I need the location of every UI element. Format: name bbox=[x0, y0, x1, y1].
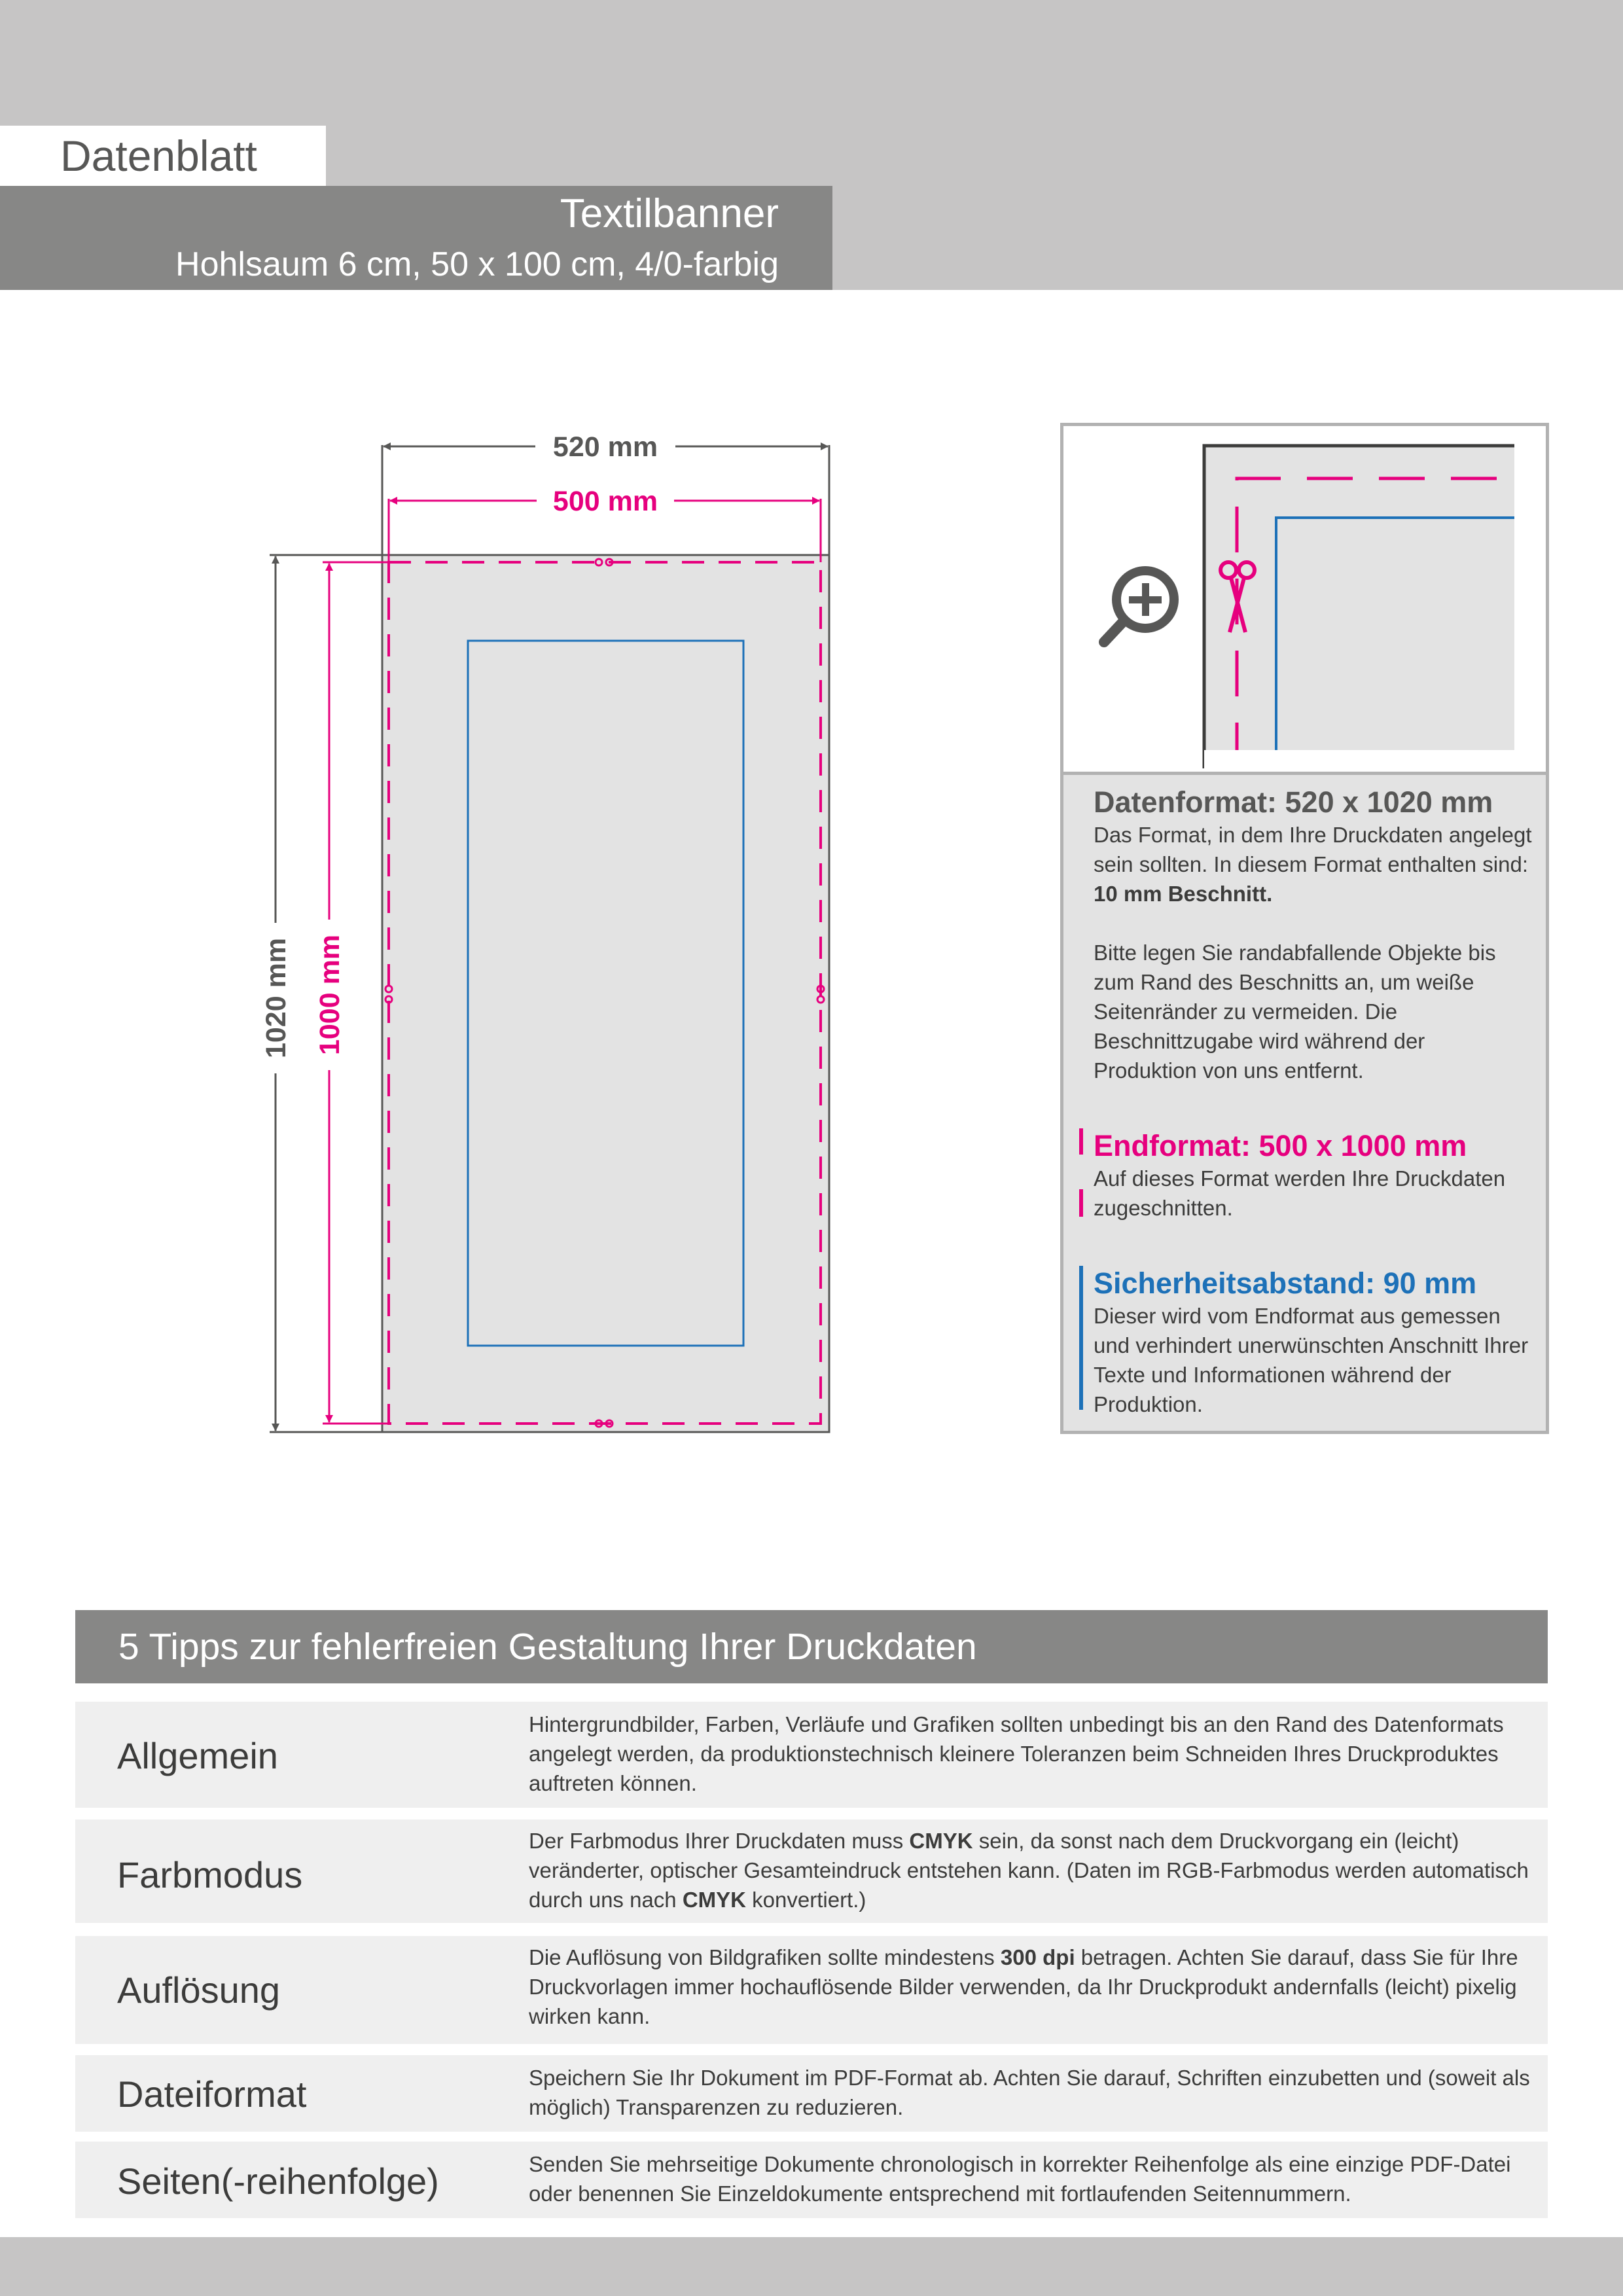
tip-text: Speichern Sie Ihr Dokument im PDF-Format ab. Achten Sie darauf, Schriften einzubetten und (soweit als möglich) Transparenzen zu reduzieren. bbox=[529, 2066, 1530, 2119]
tips-header: 5 Tipps zur fehlerfreien Gestaltung Ihrer Druckdaten bbox=[75, 1610, 1548, 1683]
tip-label: Farbmodus bbox=[117, 1854, 303, 1895]
zoom-in-icon bbox=[1104, 571, 1174, 642]
tip-label: Dateiformat bbox=[117, 2073, 307, 2115]
data-format-title: Datenformat: 520 x 1020 mm bbox=[1094, 785, 1493, 819]
doc-label: Datenblatt bbox=[0, 126, 326, 186]
bleed-text: Bitte legen Sie randabfallende Objekte bis zum Rand des Beschnitts an, um weiße Seitenränder zu vermeiden. Die Beschnittzugabe wird während der Produktion von uns entfernt. bbox=[1094, 941, 1496, 1083]
zoom-detail bbox=[1063, 426, 1546, 772]
tip-label: Seiten(-reihenfolge) bbox=[117, 2161, 439, 2202]
info-panel bbox=[1060, 423, 1549, 1434]
tip-text: Hintergrundbilder, Farben, Verläufe und Grafiken sollten unbedingt bis an den Rand des Datenformats angelegt werden, da produktionstechnisch kleinere Toleranzen beim Schneiden Ihres Druckproduktes auftreten können. bbox=[529, 1712, 1504, 1795]
final-format-title: Endformat: 500 x 1000 mm bbox=[1094, 1129, 1467, 1162]
tip-label: Auflösung bbox=[117, 1969, 281, 2011]
final-format-marker-2 bbox=[1079, 1189, 1083, 1217]
data-format-rect bbox=[382, 555, 829, 1432]
tip-row-seiten bbox=[75, 2142, 1548, 2218]
tip-row-dateiformat bbox=[75, 2055, 1548, 2132]
tip-text: Der Farbmodus Ihrer Druckdaten muss CMYK sein, da sonst nach dem Druckvorgang ein (leicht) veränderter, optischer Gesamteindruck entstehen kann. (Daten im RGB-Farbmodus werden automatisch durch uns nach CMYK konvertiert.) bbox=[529, 1829, 1529, 1912]
tip-text: Die Auflösung von Bildgrafiken sollte mindestens 300 dpi betragen. Achten Sie darauf, dass Sie für Ihre Druckvorlagen immer hochauflösende Bilder verwenden, da Ihr Druckprodukt andernfalls (leicht) pixelig wirken kann. bbox=[529, 1945, 1518, 2028]
data-format-text: Das Format, in dem Ihre Druckdaten angelegt sein sollten. In diesem Format enthalten sind: 10 mm Beschnitt. bbox=[1094, 823, 1532, 906]
safety-marker bbox=[1079, 1266, 1083, 1410]
tip-text: Senden Sie mehrseitige Dokumente chronologisch in korrekter Reihenfolge als eine einzige PDF-Datei oder benennen Sie Einzeldokumente entsprechend mit fortlaufenden Seitennummern. bbox=[529, 2152, 1511, 2206]
tip-row-allgemein bbox=[75, 1702, 1548, 1808]
format-info bbox=[1063, 772, 1546, 1431]
tip-row-farbmodus bbox=[75, 1820, 1548, 1923]
footer-band bbox=[0, 2237, 1623, 2296]
tip-row-aufloesung bbox=[75, 1936, 1548, 2044]
safety-title: Sicherheitsabstand: 90 mm bbox=[1094, 1266, 1477, 1300]
width-final-label: 500 mm bbox=[552, 486, 658, 517]
corner-detail bbox=[1063, 426, 1546, 768]
safety-block bbox=[1094, 1266, 1532, 1419]
height-final-label: 1000 mm bbox=[314, 934, 346, 1056]
product-title: Textilbanner bbox=[560, 191, 779, 236]
height-data-label: 1020 mm bbox=[260, 937, 292, 1059]
final-format-marker bbox=[1079, 1128, 1083, 1155]
width-data-label: 520 mm bbox=[552, 431, 658, 463]
product-subtitle: Hohlsaum 6 cm, 50 x 100 cm, 4/0-farbig bbox=[175, 245, 779, 283]
final-format-block bbox=[1094, 1128, 1532, 1223]
final-format-text: Auf dieses Format werden Ihre Druckdaten zugeschnitten. bbox=[1094, 1166, 1506, 1220]
safety-text: Dieser wird vom Endformat aus gemessen und verhindert unerwünschten Anschnitt Ihrer Texte und Informationen während der Produktion. bbox=[1094, 1304, 1529, 1416]
tip-label: Allgemein bbox=[117, 1735, 278, 1776]
data-format-block bbox=[1094, 785, 1532, 1085]
